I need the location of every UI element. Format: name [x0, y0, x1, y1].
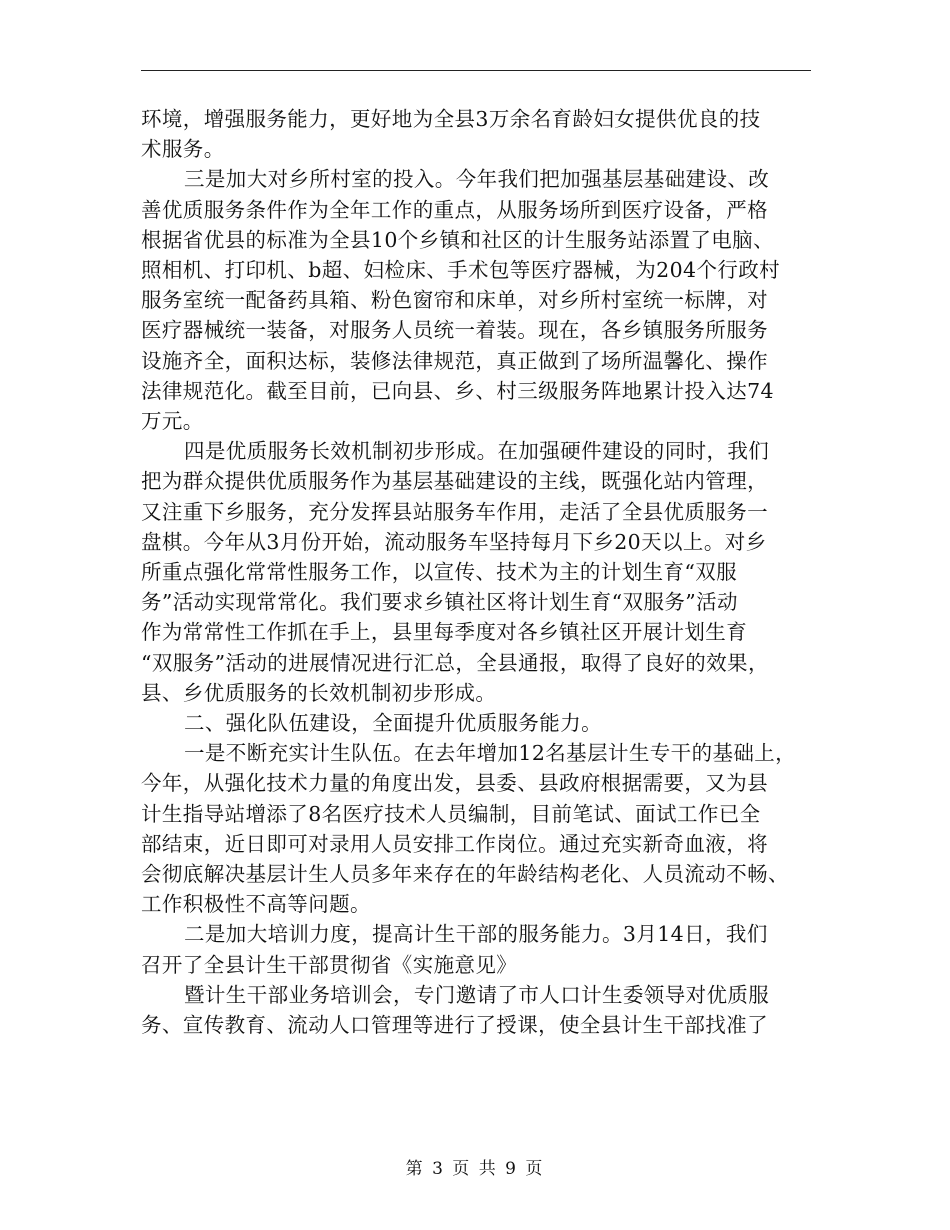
text-line: 计生指导站增添了8名医疗技术人员编制，目前笔试、面试工作已全	[141, 801, 761, 826]
text-line: 工作积极性不高等问题。	[141, 892, 371, 917]
text-line: 作为常常性工作抓在手上，县里每季度对各乡镇社区开展计划生育	[141, 620, 748, 645]
text-line: 善优质服务条件作为全年工作的重点，从服务场所到医疗设备，严格	[141, 197, 768, 222]
header-rule	[141, 70, 811, 71]
text-line: 服务室统一配备药具箱、粉色窗帘和床单，对乡所村室统一标牌，对	[141, 288, 768, 313]
text-line: 术服务。	[141, 137, 225, 162]
text-line: 照相机、打印机、b超、妇检床、手术包等医疗器械，为204个行政村	[141, 258, 781, 282]
text-line: 三是加大对乡所村室的投入。今年我们把加强基层基础建设、改	[184, 167, 770, 192]
text-line: 所重点强化常常性服务工作，以宣传、技术为主的计划生育“双服	[141, 560, 738, 584]
text-line: 四是优质服务长效机制初步形成。在加强硬件建设的同时，我们	[184, 439, 770, 464]
text-line: 一是不断充实计生队伍。在去年增加12名基层计生专干的基础上，	[184, 741, 797, 766]
text-line: 县、乡优质服务的长效机制初步形成。	[141, 680, 497, 705]
text-line: 暨计生干部业务培训会，专门邀请了市人口计生委领导对优质服	[184, 982, 770, 1007]
text-line: 环境，增强服务能力，更好地为全县3万余名育龄妇女提供优良的技	[141, 107, 761, 131]
text-line: 盘棋。今年从3月份开始，流动服务车坚持每月下乡20天以上。对乡	[141, 529, 767, 554]
text-line: “双服务”活动的进展情况进行汇总，全县通报，取得了良好的效果，	[141, 650, 769, 675]
text-line: 设施齐全，面积达标，装修法律规范，真正做到了场所温馨化、操作	[141, 348, 768, 373]
text-line: 又注重下乡服务，充分发挥县站服务车作用，走活了全县优质服务一	[141, 499, 768, 524]
text-line: 二、强化队伍建设，全面提升优质服务能力。	[184, 711, 602, 735]
page-number-footer: 第 3 页 共 9 页	[405, 1159, 545, 1179]
text-line: 二是加大培训力度，提高计生干部的服务能力。3月14日，我们	[184, 922, 768, 947]
text-line: 把为群众提供优质服务作为基层基础建设的主线，既强化站内管理，	[141, 469, 768, 494]
text-line: 今年，从强化技术力量的角度出发，县委、县政府根据需要，又为县	[141, 771, 768, 796]
text-line: 务”活动实现常常化。我们要求乡镇社区将计划生育“双服务”活动	[141, 590, 738, 615]
text-line: 会彻底解决基层计生人员多年来存在的年龄结构老化、人员流动不畅、	[141, 862, 789, 886]
text-line: 医疗器械统一装备，对服务人员统一着装。现在，各乡镇服务所服务	[141, 318, 768, 343]
text-line: 务、宣传教育、流动人口管理等进行了授课，使全县计生干部找准了	[141, 1013, 768, 1037]
text-line: 万元。	[141, 409, 204, 433]
text-line: 召开了全县计生干部贯彻省《实施意见》	[141, 952, 518, 977]
text-line: 部结束，近日即可对录用人员安排工作岗位。通过充实新奇血液，将	[141, 831, 768, 856]
text-line: 根据省优县的标准为全县10个乡镇和社区的计生服务站添置了电脑、	[141, 227, 774, 252]
text-line: 法律规范化。截至目前，已向县、乡、村三级服务阵地累计投入达74	[141, 378, 774, 403]
